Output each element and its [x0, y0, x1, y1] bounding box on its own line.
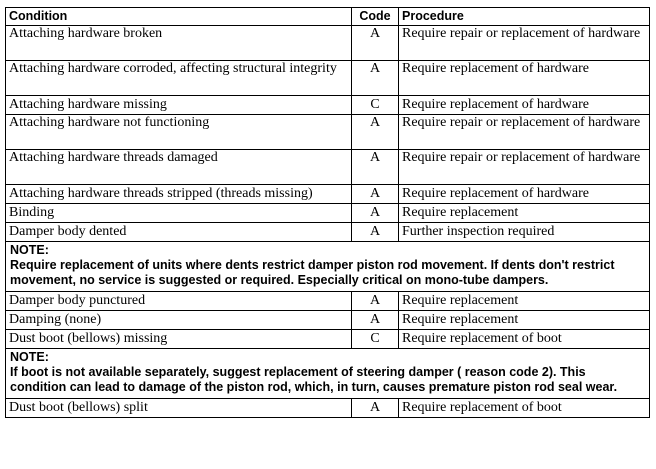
table-row: [6, 204, 650, 223]
condition-cell: Attaching hardware corroded, affecting structural integrity: [6, 61, 352, 96]
code-cell: A: [352, 204, 399, 223]
procedure-cell: Require replacement: [399, 292, 650, 311]
code-cell: A: [352, 61, 399, 96]
code-cell: A: [352, 311, 399, 330]
note-row: [6, 349, 650, 399]
table-row: [6, 26, 650, 61]
header-code: Code: [352, 8, 399, 26]
procedure-cell: Require replacement of hardware: [399, 96, 650, 115]
note-text: Require replacement of units where dents restrict damper piston rod movement. If dents don't restrict movement, no service is suggested or required. Especially critical on mono-tube dampers.: [10, 258, 615, 287]
procedure-cell: Require replacement: [399, 311, 650, 330]
table-row: [6, 311, 650, 330]
procedure-cell: Require replacement: [399, 204, 650, 223]
table-row: [6, 61, 650, 96]
rows-group-b: [6, 292, 650, 349]
table-row: [6, 399, 650, 418]
header-condition: Condition: [6, 8, 352, 26]
note-text: If boot is not available separately, suggest replacement of steering damper ( reason code 2). This condition can lead to damage of the piston rod, which, in turn, causes premature piston rod seal wear.: [10, 365, 618, 394]
code-cell: A: [352, 26, 399, 61]
procedure-cell: Require repair or replacement of hardware: [399, 150, 650, 185]
note-row: [6, 242, 650, 292]
procedure-cell: Require replacement of boot: [399, 330, 650, 349]
note-title: NOTE:: [10, 350, 49, 364]
header-row: [6, 8, 650, 26]
table-row: [6, 330, 650, 349]
condition-cell: Attaching hardware threads damaged: [6, 150, 352, 185]
rows-group-c: [6, 399, 650, 418]
code-cell: A: [352, 150, 399, 185]
procedure-cell: Require replacement of hardware: [399, 185, 650, 204]
procedure-cell: Require replacement of boot: [399, 399, 650, 418]
condition-cell: Damper body punctured: [6, 292, 352, 311]
table-row: [6, 115, 650, 150]
note-cell: [6, 242, 650, 292]
code-cell: A: [352, 185, 399, 204]
code-cell: A: [352, 399, 399, 418]
procedure-cell: Require repair or replacement of hardware: [399, 115, 650, 150]
table-row: [6, 96, 650, 115]
code-cell: A: [352, 223, 399, 242]
condition-cell: Attaching hardware broken: [6, 26, 352, 61]
note-cell: [6, 349, 650, 399]
condition-cell: Attaching hardware missing: [6, 96, 352, 115]
procedure-cell: Require repair or replacement of hardware: [399, 26, 650, 61]
note-group-2: [6, 349, 650, 399]
code-cell: C: [352, 96, 399, 115]
condition-cell: Attaching hardware threads stripped (threads missing): [6, 185, 352, 204]
procedure-cell: Further inspection required: [399, 223, 650, 242]
condition-cell: Binding: [6, 204, 352, 223]
condition-cell: Dust boot (bellows) missing: [6, 330, 352, 349]
note-title: NOTE:: [10, 243, 49, 257]
inspection-table-container: [5, 7, 649, 418]
rows-group-a: [6, 26, 650, 242]
condition-cell: Dust boot (bellows) split: [6, 399, 352, 418]
condition-cell: Damping (none): [6, 311, 352, 330]
condition-cell: Damper body dented: [6, 223, 352, 242]
table-row: [6, 292, 650, 311]
header-procedure: Procedure: [399, 8, 650, 26]
code-cell: A: [352, 115, 399, 150]
table-row: [6, 185, 650, 204]
code-cell: C: [352, 330, 399, 349]
condition-cell: Attaching hardware not functioning: [6, 115, 352, 150]
table-row: [6, 223, 650, 242]
procedure-cell: Require replacement of hardware: [399, 61, 650, 96]
table-row: [6, 150, 650, 185]
note-group-1: [6, 242, 650, 292]
inspection-table: [5, 7, 650, 418]
code-cell: A: [352, 292, 399, 311]
